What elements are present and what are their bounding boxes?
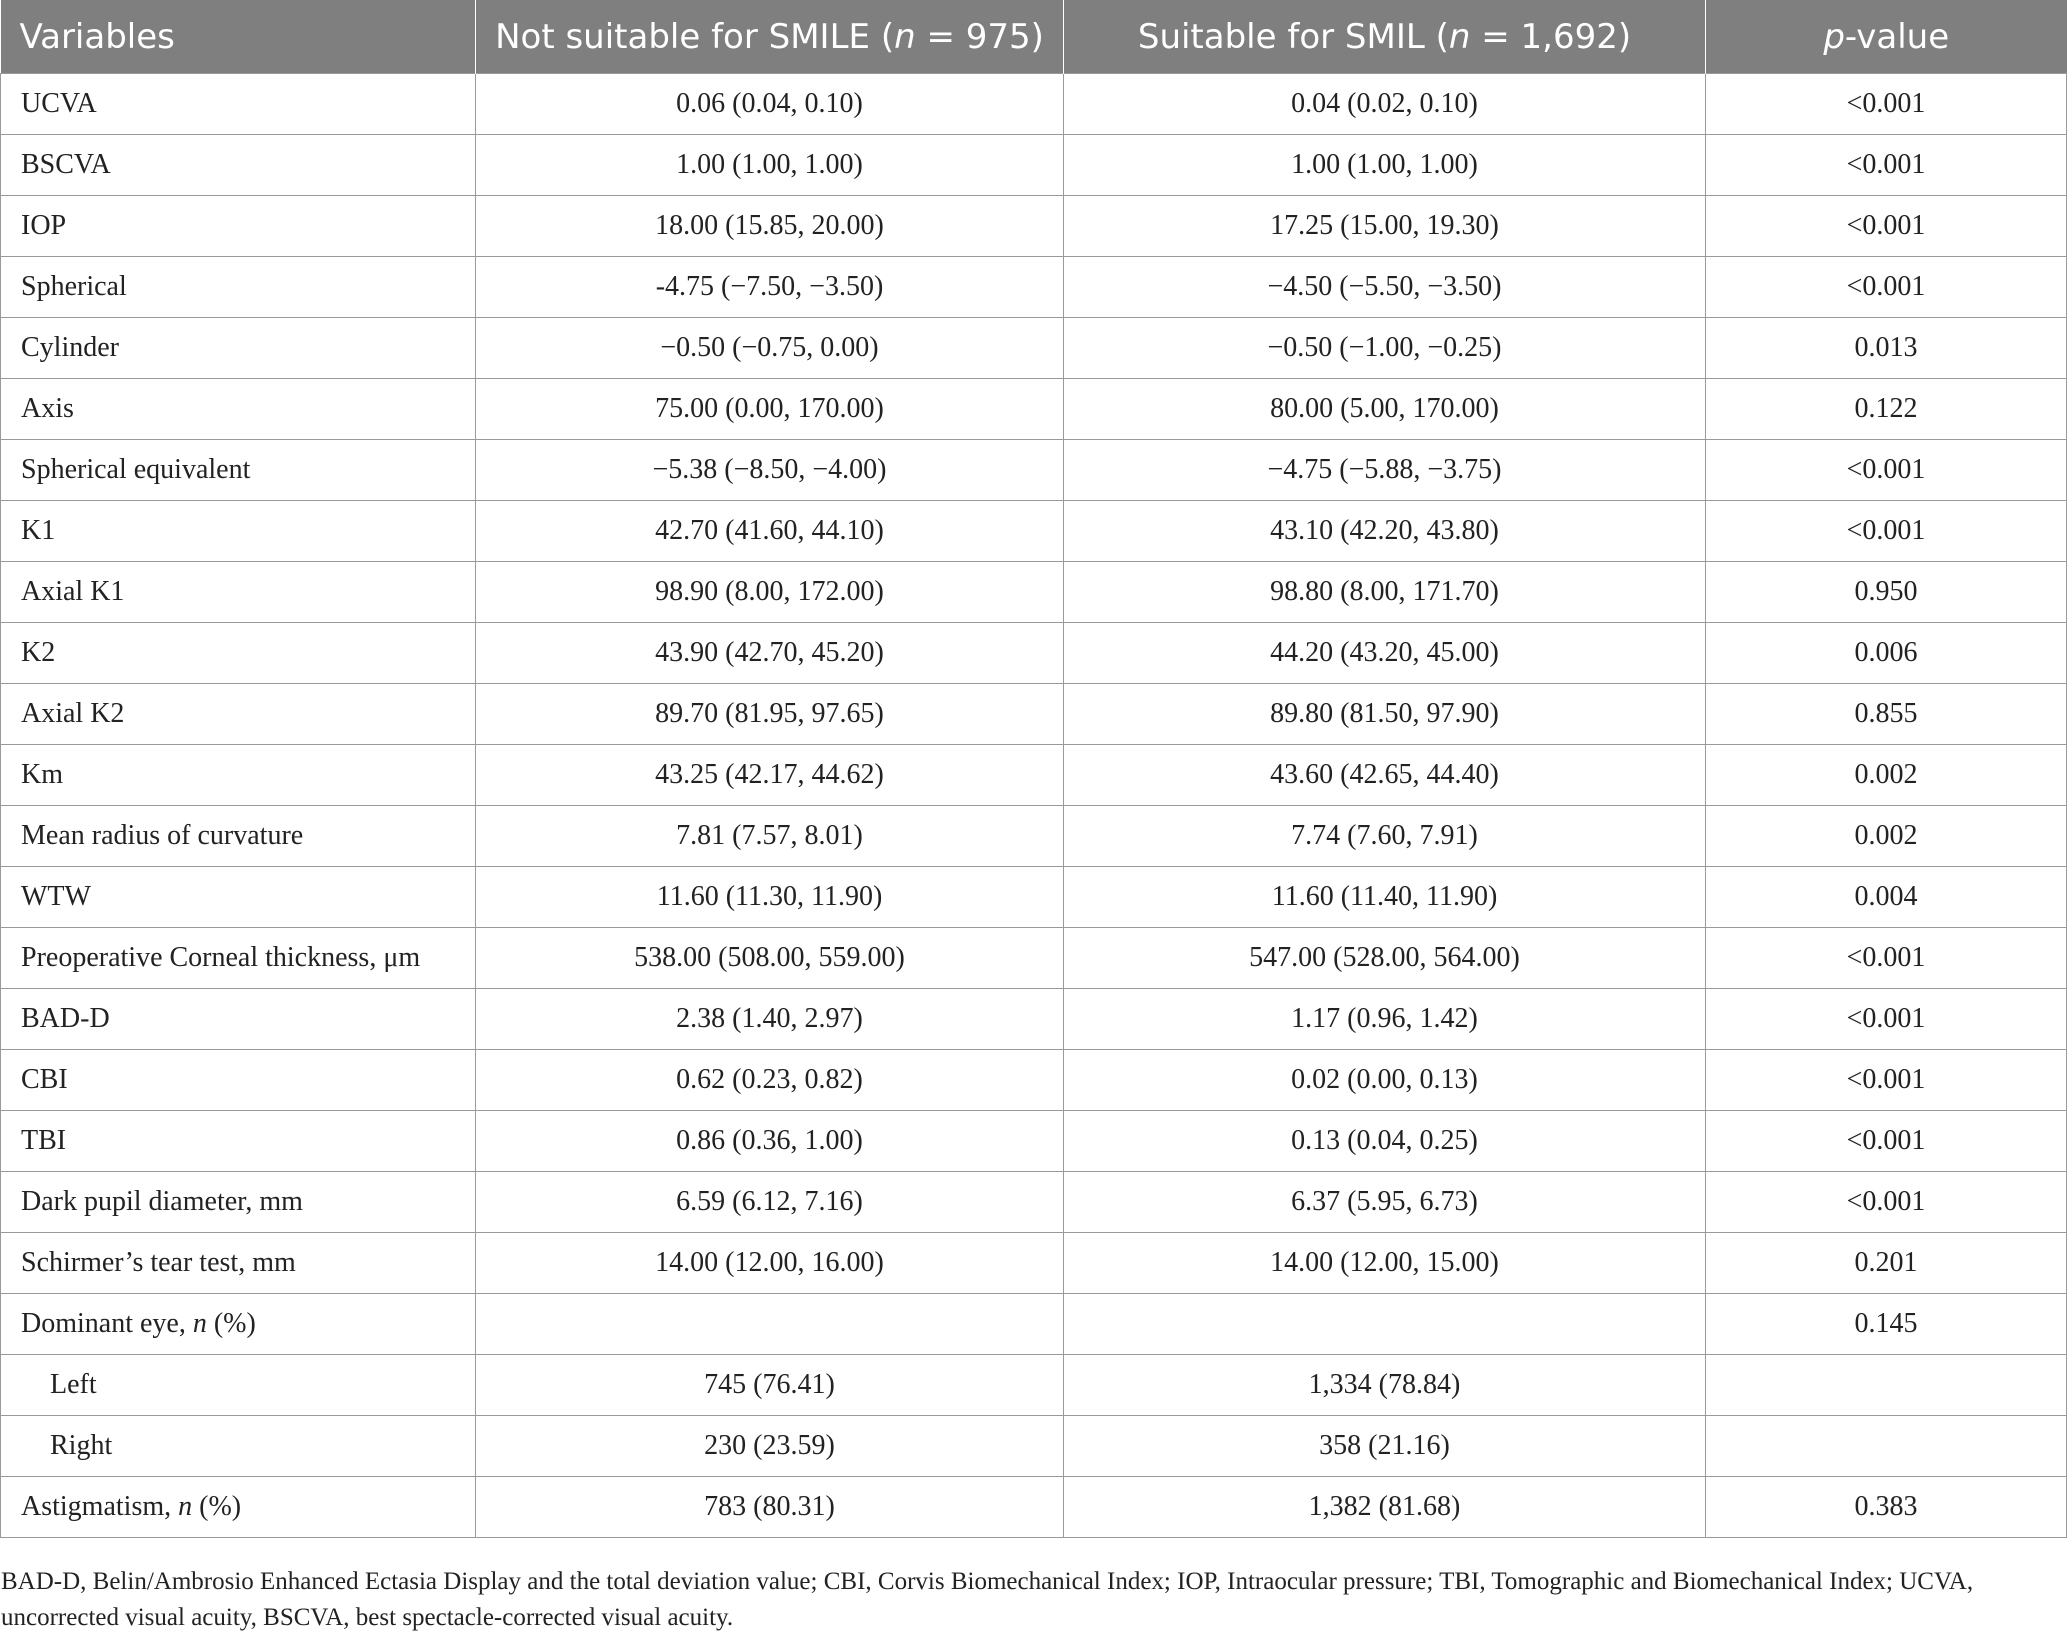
cell-not-suitable: 6.59 (6.12, 7.16) <box>476 1172 1064 1233</box>
table-row <box>1 501 2067 562</box>
row-label: Cylinder <box>1 318 476 379</box>
row-label: K2 <box>1 623 476 684</box>
cell-not-suitable: 0.06 (0.04, 0.10) <box>476 74 1064 135</box>
row-label: Km <box>1 745 476 806</box>
cell-suitable: −4.50 (−5.50, −3.50) <box>1064 257 1706 318</box>
cell-suitable: 43.60 (42.65, 44.40) <box>1064 745 1706 806</box>
row-label <box>1 1294 476 1355</box>
cell-suitable: 0.02 (0.00, 0.13) <box>1064 1050 1706 1111</box>
table-row <box>1 1233 2067 1294</box>
header-suitable-prefix: Suitable for SMIL ( <box>1137 16 1449 57</box>
row-label <box>1 1477 476 1538</box>
cell-suitable: 1.00 (1.00, 1.00) <box>1064 135 1706 196</box>
cell-p-value: <0.001 <box>1706 989 2067 1050</box>
cell-not-suitable: −0.50 (−0.75, 0.00) <box>476 318 1064 379</box>
cell-not-suitable: 1.00 (1.00, 1.00) <box>476 135 1064 196</box>
cell-p-value: 0.145 <box>1706 1294 2067 1355</box>
row-label: Axial K1 <box>1 562 476 623</box>
cell-p-value <box>1706 1355 2067 1416</box>
header-p-suffix: -value <box>1844 16 1950 57</box>
cell-suitable: 89.80 (81.50, 97.90) <box>1064 684 1706 745</box>
cell-p-value: 0.006 <box>1706 623 2067 684</box>
cell-suitable: 1,382 (81.68) <box>1064 1477 1706 1538</box>
cell-not-suitable: 11.60 (11.30, 11.90) <box>476 867 1064 928</box>
cell-suitable: 547.00 (528.00, 564.00) <box>1064 928 1706 989</box>
cell-p-value: 0.950 <box>1706 562 2067 623</box>
table-row <box>1 867 2067 928</box>
table-row <box>1 1172 2067 1233</box>
table-row <box>1 196 2067 257</box>
row-label: BAD-D <box>1 989 476 1050</box>
cell-p-value: 0.004 <box>1706 867 2067 928</box>
table-row <box>1 928 2067 989</box>
cell-p-value: <0.001 <box>1706 1111 2067 1172</box>
table-row <box>1 379 2067 440</box>
table-row <box>1 806 2067 867</box>
table-row <box>1 1111 2067 1172</box>
row-label: Axis <box>1 379 476 440</box>
table-row-astigmatism <box>1 1477 2067 1538</box>
cell-p-value: 0.201 <box>1706 1233 2067 1294</box>
table-row-dominant-right <box>1 1416 2067 1477</box>
table-row <box>1 745 2067 806</box>
row-label: Mean radius of curvature <box>1 806 476 867</box>
cell-suitable: −0.50 (−1.00, −0.25) <box>1064 318 1706 379</box>
table-row <box>1 1050 2067 1111</box>
row-label: Spherical equivalent <box>1 440 476 501</box>
cell-not-suitable: 230 (23.59) <box>476 1416 1064 1477</box>
table-row <box>1 562 2067 623</box>
cell-not-suitable: 98.90 (8.00, 172.00) <box>476 562 1064 623</box>
row-label: Dark pupil diameter, mm <box>1 1172 476 1233</box>
table-row <box>1 318 2067 379</box>
cell-not-suitable: 783 (80.31) <box>476 1477 1064 1538</box>
cell-p-value: 0.013 <box>1706 318 2067 379</box>
cell-p-value: 0.383 <box>1706 1477 2067 1538</box>
cell-not-suitable <box>476 1294 1064 1355</box>
table-body <box>1 74 2067 1538</box>
row-label: UCVA <box>1 74 476 135</box>
row-label: Schirmer’s tear test, mm <box>1 1233 476 1294</box>
cell-suitable: 17.25 (15.00, 19.30) <box>1064 196 1706 257</box>
cell-p-value <box>1706 1416 2067 1477</box>
cell-p-value: 0.002 <box>1706 745 2067 806</box>
table-footnote: BAD-D, Belin/Ambrosio Enhanced Ectasia Display and the total deviation value; CBI, Corvis Biomechanical Index; IOP, Intraocular pressure; TBI, Tomographic and Biomechanical Index; UCVA, uncorrected visual acuity, BSCVA, best spectacle-corrected visual acuity. <box>1 1568 1974 1631</box>
cell-p-value: 0.122 <box>1706 379 2067 440</box>
header-suitable <box>1064 0 1706 74</box>
cell-suitable: 11.60 (11.40, 11.90) <box>1064 867 1706 928</box>
cell-not-suitable: 18.00 (15.85, 20.00) <box>476 196 1064 257</box>
row-label: CBI <box>1 1050 476 1111</box>
cell-not-suitable: 2.38 (1.40, 2.97) <box>476 989 1064 1050</box>
cell-suitable: 1,334 (78.84) <box>1064 1355 1706 1416</box>
table-header <box>1 0 2067 74</box>
header-not-suitable-suffix: = 975) <box>915 16 1044 57</box>
cell-not-suitable: 14.00 (12.00, 16.00) <box>476 1233 1064 1294</box>
table-row <box>1 74 2067 135</box>
row-label: Preoperative Corneal thickness, μm <box>1 928 476 989</box>
cell-not-suitable: 0.86 (0.36, 1.00) <box>476 1111 1064 1172</box>
dominant-eye-n: n <box>192 1308 207 1339</box>
dominant-eye-prefix: Dominant eye, <box>21 1308 193 1339</box>
cell-p-value: <0.001 <box>1706 257 2067 318</box>
cell-not-suitable: −5.38 (−8.50, −4.00) <box>476 440 1064 501</box>
cell-p-value: <0.001 <box>1706 928 2067 989</box>
table-row <box>1 135 2067 196</box>
cell-suitable: 0.04 (0.02, 0.10) <box>1064 74 1706 135</box>
header-variables: Variables <box>1 0 476 74</box>
header-not-suitable-prefix: Not suitable for SMILE ( <box>495 16 895 57</box>
row-label: Axial K2 <box>1 684 476 745</box>
cell-suitable: 6.37 (5.95, 6.73) <box>1064 1172 1706 1233</box>
row-label: Right <box>1 1416 476 1477</box>
cell-suitable: 7.74 (7.60, 7.91) <box>1064 806 1706 867</box>
cell-not-suitable: 0.62 (0.23, 0.82) <box>476 1050 1064 1111</box>
row-label: Left <box>1 1355 476 1416</box>
header-not-suitable <box>476 0 1064 74</box>
cell-suitable: 0.13 (0.04, 0.25) <box>1064 1111 1706 1172</box>
header-row <box>1 0 2067 74</box>
table-row-dominant-left <box>1 1355 2067 1416</box>
cell-suitable: 14.00 (12.00, 15.00) <box>1064 1233 1706 1294</box>
cell-suitable: 43.10 (42.20, 43.80) <box>1064 501 1706 562</box>
astigmatism-n: n <box>178 1491 193 1522</box>
cell-suitable: −4.75 (−5.88, −3.75) <box>1064 440 1706 501</box>
cell-not-suitable: 43.90 (42.70, 45.20) <box>476 623 1064 684</box>
cell-p-value: 0.855 <box>1706 684 2067 745</box>
table-row <box>1 623 2067 684</box>
table-row <box>1 684 2067 745</box>
header-suitable-n: n <box>1448 16 1471 57</box>
cell-not-suitable: 745 (76.41) <box>476 1355 1064 1416</box>
table-row <box>1 440 2067 501</box>
cell-p-value: <0.001 <box>1706 501 2067 562</box>
astigmatism-prefix: Astigmatism, <box>21 1491 179 1522</box>
cell-p-value: <0.001 <box>1706 135 2067 196</box>
table-row <box>1 257 2067 318</box>
cell-p-value: 0.002 <box>1706 806 2067 867</box>
cell-p-value: <0.001 <box>1706 196 2067 257</box>
cell-not-suitable: 89.70 (81.95, 97.65) <box>476 684 1064 745</box>
cell-suitable <box>1064 1294 1706 1355</box>
cell-not-suitable: 43.25 (42.17, 44.62) <box>476 745 1064 806</box>
cell-suitable: 80.00 (5.00, 170.00) <box>1064 379 1706 440</box>
row-label: K1 <box>1 501 476 562</box>
cell-not-suitable: -4.75 (−7.50, −3.50) <box>476 257 1064 318</box>
dominant-eye-suffix: (%) <box>206 1308 256 1339</box>
cell-suitable: 98.80 (8.00, 171.70) <box>1064 562 1706 623</box>
cell-not-suitable: 75.00 (0.00, 170.00) <box>476 379 1064 440</box>
header-p-value <box>1706 0 2067 74</box>
cell-p-value: <0.001 <box>1706 1172 2067 1233</box>
header-not-suitable-n: n <box>894 16 916 57</box>
cell-p-value: <0.001 <box>1706 1050 2067 1111</box>
cell-not-suitable: 538.00 (508.00, 559.00) <box>476 928 1064 989</box>
header-p-italic: p <box>1823 16 1845 57</box>
cell-suitable: 1.17 (0.96, 1.42) <box>1064 989 1706 1050</box>
row-label: WTW <box>1 867 476 928</box>
table-row <box>1 989 2067 1050</box>
cell-p-value: <0.001 <box>1706 74 2067 135</box>
cell-not-suitable: 42.70 (41.60, 44.10) <box>476 501 1064 562</box>
header-suitable-suffix: = 1,692) <box>1470 16 1632 57</box>
cell-suitable: 358 (21.16) <box>1064 1416 1706 1477</box>
row-label: IOP <box>1 196 476 257</box>
cell-suitable: 44.20 (43.20, 45.00) <box>1064 623 1706 684</box>
row-label: Spherical <box>1 257 476 318</box>
cell-p-value: <0.001 <box>1706 440 2067 501</box>
row-label: BSCVA <box>1 135 476 196</box>
table-row-dominant-eye <box>1 1294 2067 1355</box>
astigmatism-suffix: (%) <box>192 1491 242 1522</box>
cell-not-suitable: 7.81 (7.57, 8.01) <box>476 806 1064 867</box>
row-label: TBI <box>1 1111 476 1172</box>
